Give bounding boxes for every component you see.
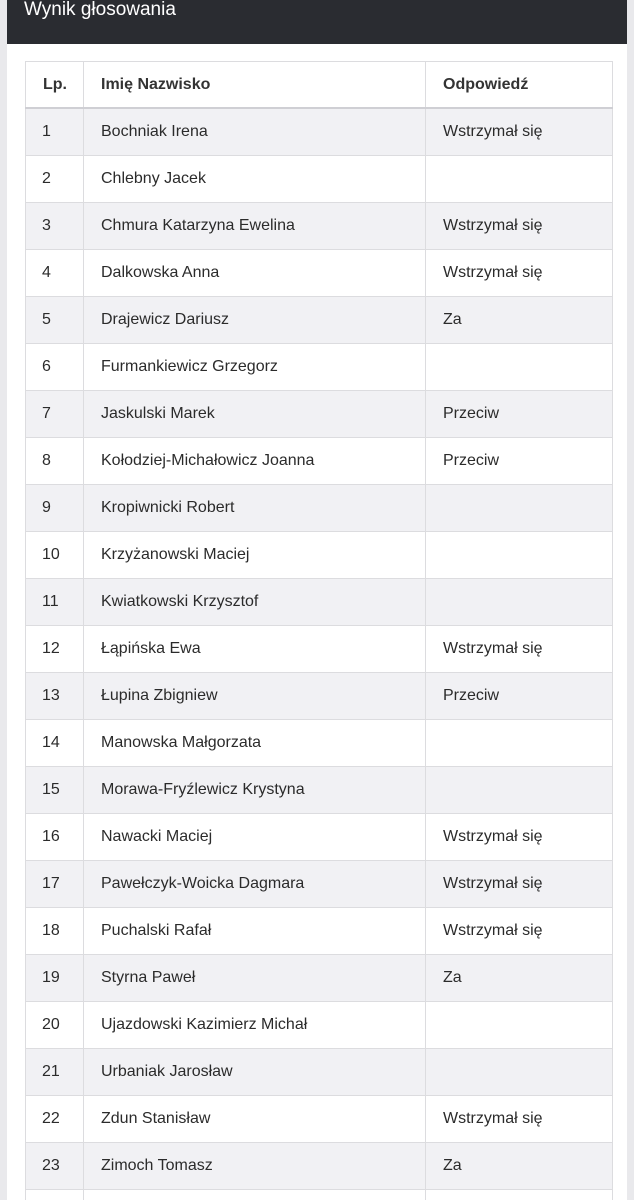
vote-answer: Wstrzymał się (426, 108, 613, 156)
results-table (25, 61, 613, 1200)
table-row (26, 720, 613, 767)
vote-answer: Przeciw (426, 391, 613, 438)
member-name: Zimoch Tomasz (84, 1143, 426, 1190)
row-number: 10 (26, 532, 84, 579)
vote-answer (426, 1049, 613, 1096)
vote-answer (426, 156, 613, 203)
panel-header (7, 0, 627, 44)
vote-answer: Wstrzymał się (426, 1096, 613, 1143)
vote-answer (426, 579, 613, 626)
row-number: 21 (26, 1049, 84, 1096)
member-name: Kwiatkowski Krzysztof (84, 579, 426, 626)
member-name: Łupina Zbigniew (84, 673, 426, 720)
row-number: 7 (26, 391, 84, 438)
member-name: Urbaniak Jarosław (84, 1049, 426, 1096)
table-row (26, 1096, 613, 1143)
table-row (26, 1002, 613, 1049)
table-row (26, 391, 613, 438)
member-name: Nawacki Maciej (84, 814, 426, 861)
vote-answer: Wstrzymał się (426, 908, 613, 955)
row-number: 9 (26, 485, 84, 532)
table-row (26, 1190, 613, 1200)
row-number (26, 1190, 84, 1200)
row-number: 19 (26, 955, 84, 1002)
row-number: 2 (26, 156, 84, 203)
vote-answer (426, 485, 613, 532)
vote-answer: Wstrzymał się (426, 250, 613, 297)
vote-answer: Przeciw (426, 438, 613, 485)
vote-answer (426, 532, 613, 579)
table-row (26, 485, 613, 532)
row-number: 22 (26, 1096, 84, 1143)
member-name: Furmankiewicz Grzegorz (84, 344, 426, 391)
column-header-name: Imię Nazwisko (84, 62, 426, 109)
row-number: 3 (26, 203, 84, 250)
table-row (26, 438, 613, 485)
table-row (26, 297, 613, 344)
row-number: 20 (26, 1002, 84, 1049)
vote-answer: Za (426, 955, 613, 1002)
row-number: 12 (26, 626, 84, 673)
table-row (26, 203, 613, 250)
member-name: Drajewicz Dariusz (84, 297, 426, 344)
member-name: Bochniak Irena (84, 108, 426, 156)
member-name: Chmura Katarzyna Ewelina (84, 203, 426, 250)
row-number: 18 (26, 908, 84, 955)
table-row (26, 156, 613, 203)
vote-answer (426, 1190, 613, 1200)
table-row (26, 579, 613, 626)
member-name: Styrna Paweł (84, 955, 426, 1002)
member-name: Krzyżanowski Maciej (84, 532, 426, 579)
member-name: Zdun Stanisław (84, 1096, 426, 1143)
member-name: Łąpińska Ewa (84, 626, 426, 673)
table-row (26, 814, 613, 861)
row-number: 8 (26, 438, 84, 485)
table-row (26, 955, 613, 1002)
row-number: 13 (26, 673, 84, 720)
row-number: 14 (26, 720, 84, 767)
vote-answer (426, 344, 613, 391)
row-number: 6 (26, 344, 84, 391)
column-header-answer: Odpowiedź (426, 62, 613, 109)
vote-answer: Przeciw (426, 673, 613, 720)
table-row (26, 908, 613, 955)
row-number: 4 (26, 250, 84, 297)
vote-answer (426, 720, 613, 767)
member-name: Jaskulski Marek (84, 391, 426, 438)
table-row (26, 532, 613, 579)
member-name: Kołodziej-Michałowicz Joanna (84, 438, 426, 485)
table-row (26, 673, 613, 720)
vote-answer: Za (426, 1143, 613, 1190)
row-number: 16 (26, 814, 84, 861)
member-name: Ujazdowski Kazimierz Michał (84, 1002, 426, 1049)
row-number: 23 (26, 1143, 84, 1190)
vote-answer: Wstrzymał się (426, 203, 613, 250)
column-header-lp: Lp. (26, 62, 84, 109)
table-header-row (26, 62, 613, 109)
member-name: Dalkowska Anna (84, 250, 426, 297)
panel-title: Wynik głosowania (24, 0, 176, 20)
member-name: Puchalski Rafał (84, 908, 426, 955)
member-name: Morawa-Fryźlewicz Krystyna (84, 767, 426, 814)
member-name: Chlebny Jacek (84, 156, 426, 203)
table-row (26, 1049, 613, 1096)
vote-result-panel (7, 0, 627, 1200)
row-number: 17 (26, 861, 84, 908)
row-number: 5 (26, 297, 84, 344)
table-row (26, 250, 613, 297)
member-name: Manowska Małgorzata (84, 720, 426, 767)
table-body (26, 108, 613, 1200)
table-row (26, 108, 613, 156)
member-name (84, 1190, 426, 1200)
row-number: 11 (26, 579, 84, 626)
vote-answer: Za (426, 297, 613, 344)
vote-answer: Wstrzymał się (426, 814, 613, 861)
row-number: 1 (26, 108, 84, 156)
table-row (26, 767, 613, 814)
member-name: Kropiwnicki Robert (84, 485, 426, 532)
table-row (26, 1143, 613, 1190)
table-row (26, 344, 613, 391)
vote-answer (426, 1002, 613, 1049)
member-name: Pawełczyk-Woicka Dagmara (84, 861, 426, 908)
vote-answer: Wstrzymał się (426, 626, 613, 673)
table-row (26, 861, 613, 908)
vote-answer (426, 767, 613, 814)
row-number: 15 (26, 767, 84, 814)
vote-answer: Wstrzymał się (426, 861, 613, 908)
table-row (26, 626, 613, 673)
